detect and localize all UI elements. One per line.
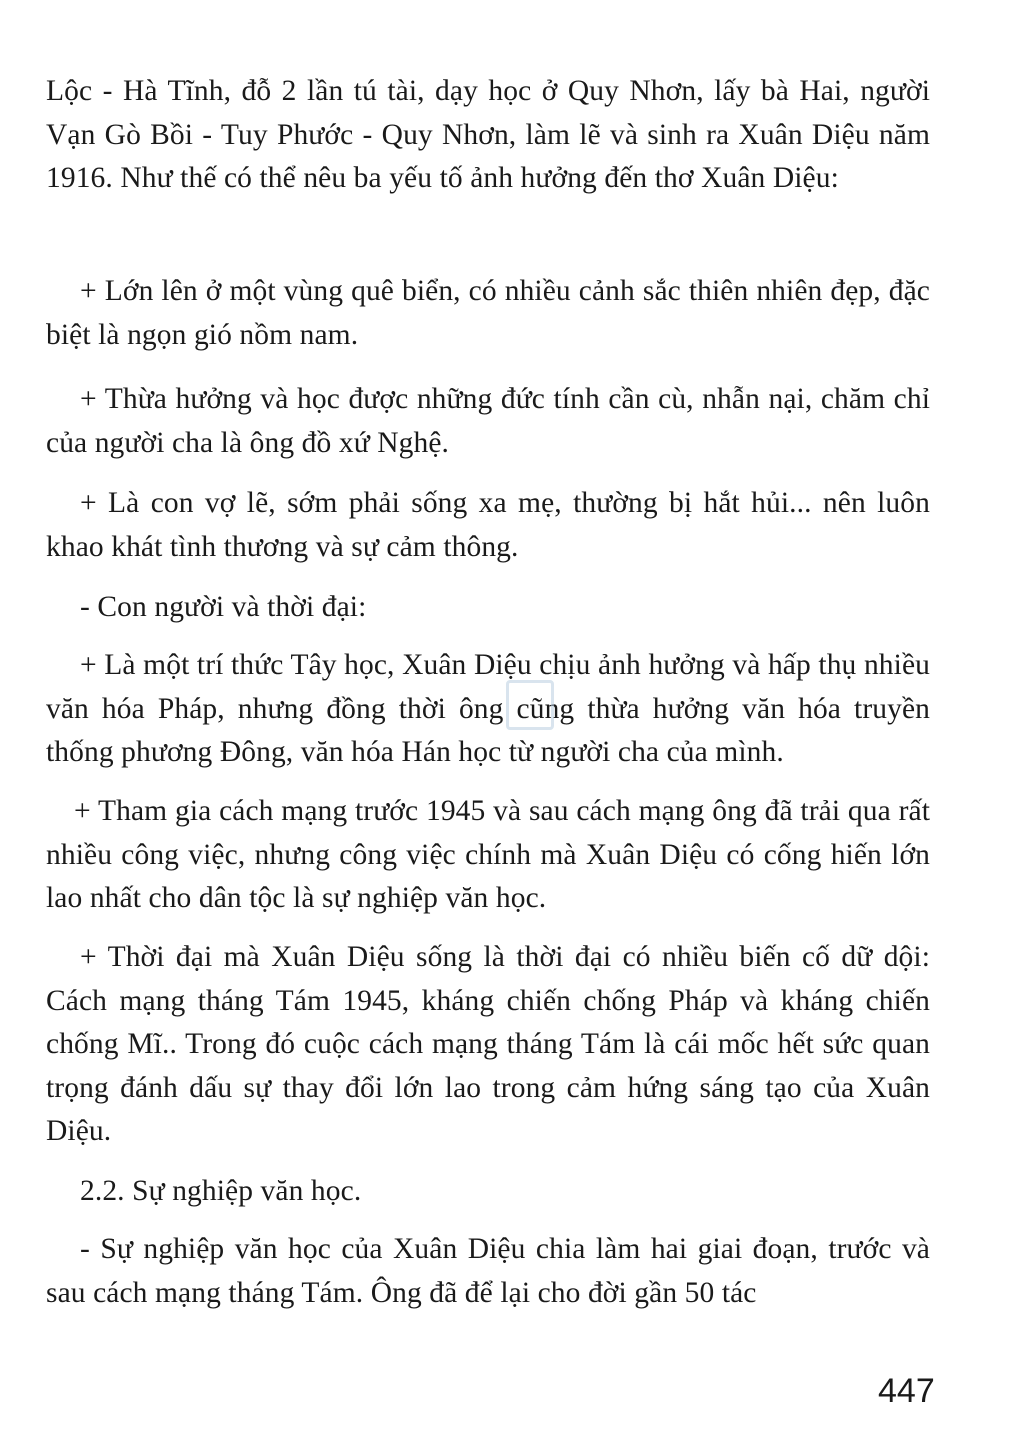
paragraph-bullet-sea-homeland: + Lớn lên ở một vùng quê biển, có nhiều cảnh sắc thiên nhiên đẹp, đặc biệt là ngọn gió nồm nam. — [46, 275, 930, 351]
paragraph-intro: Lộc - Hà Tĩnh, đỗ 2 lần tú tài, dạy học ở Quy Nhơn, lấy bà Hai, người Vạn Gò Bồi - Tuy Phước - Quy Nhơn, làm lẽ và sinh ra Xuân Diệu năm 1916. Như thế có thể nêu ba yếu tố ảnh hưởng đến thơ Xuân Diệu: — [46, 75, 930, 194]
paragraph-bullet-concubine-child: + Là con vợ lẽ, sớm phải sống xa mẹ, thường bị hắt hủi... nên luôn khao khát tình thương và sự cảm thông. — [46, 487, 930, 563]
section-heading-literary-career: 2.2. Sự nghiệp văn học. — [80, 1175, 362, 1207]
paragraph-bullet-turbulent-era: + Thời đại mà Xuân Diệu sống là thời đại có nhiều biến cố dữ dội: Cách mạng tháng Tám 1945, kháng chiến chống Pháp và kháng chiến chống Mĩ.. Trong đó cuộc cách mạng tháng Tám là cái mốc hết sức quan trọng đánh dấu sự thay đổi lớn lao trong cảm hứng sáng tạo của Xuân Diệu. — [46, 941, 930, 1147]
paragraph-bullet-revolution-career: + Tham gia cách mạng trước 1945 và sau cách mạng ông đã trải qua rất nhiều công việc, nhưng công việc chính mà Xuân Diệu có cống hiến lớn lao nhất cho dân tộc là sự nghiệp văn học. — [46, 795, 930, 914]
paragraph-literary-career: - Sự nghiệp văn học của Xuân Diệu chia làm hai giai đoạn, trước và sau cách mạng tháng Tám. Ông đã để lại cho đời gần 50 tác — [46, 1233, 930, 1309]
page-number: 447 — [878, 1372, 935, 1410]
paragraph-bullet-western-education: + Là một trí thức Tây học, Xuân Diệu chịu ảnh hưởng và hấp thụ nhiều văn hóa Pháp, nhưng đồng thời ông cũng thừa hưởng văn hóa truyền thống phương Đông, văn hóa Hán học từ người cha của mình. — [46, 649, 930, 768]
subheading-people-and-era: - Con người và thời đại: — [80, 591, 367, 623]
paragraph-bullet-father-virtues: + Thừa hưởng và học được những đức tính cần cù, nhẫn nại, chăm chỉ của người cha là ông đồ xứ Nghệ. — [46, 383, 930, 459]
